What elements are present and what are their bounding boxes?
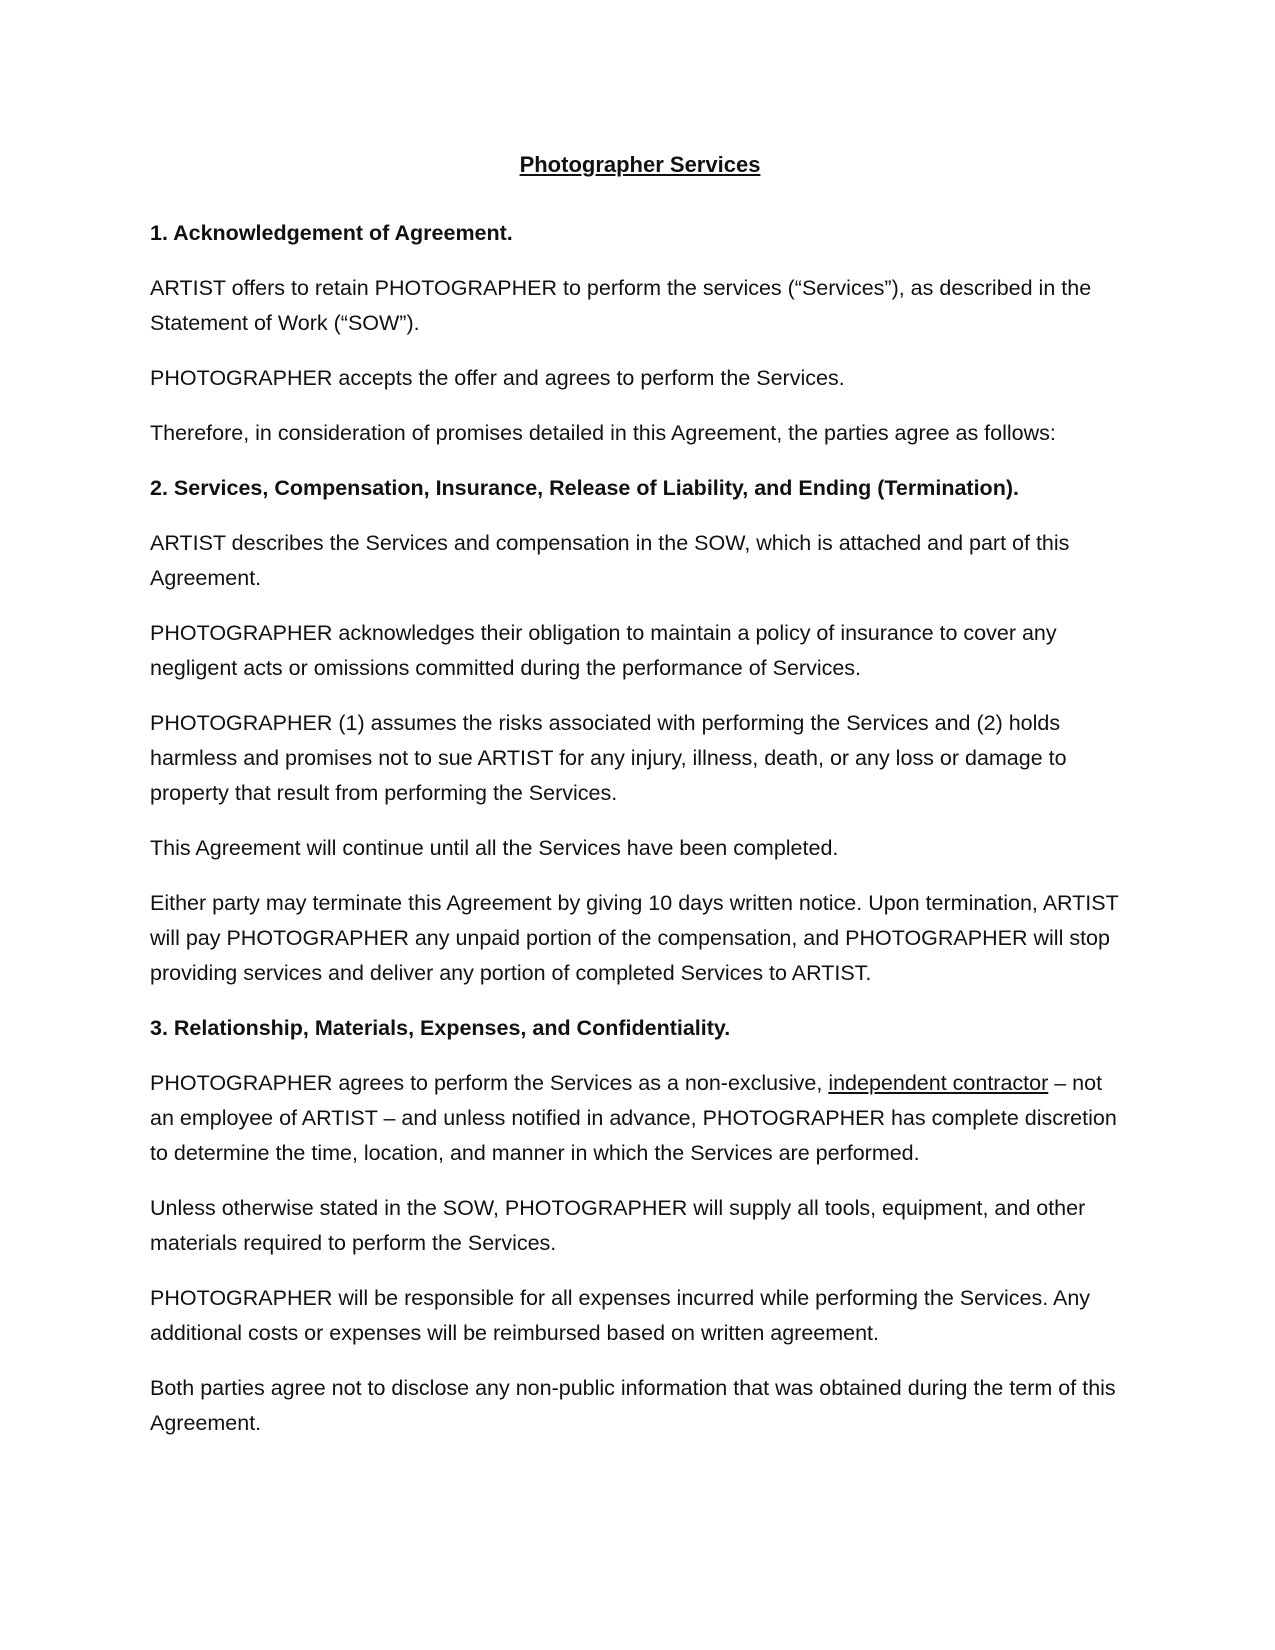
paragraph: Both parties agree not to disclose any non-public information that was obtained during the term of this Agreement.	[150, 1376, 1116, 1435]
paragraph: PHOTOGRAPHER (1) assumes the risks associated with performing the Services and (2) holds harmless and promises not to sue ARTIST for any injury, illness, death, or any loss or damage to property that result from performing the Services.	[150, 711, 1067, 805]
paragraph: PHOTOGRAPHER acknowledges their obligation to maintain a policy of insurance to cover any negligent acts or omissions committed during the performance of Services.	[150, 621, 1057, 680]
paragraph: Therefore, in consideration of promises detailed in this Agreement, the parties agree as follows:	[150, 421, 1056, 445]
paragraph: PHOTOGRAPHER accepts the offer and agrees to perform the Services.	[150, 366, 845, 390]
relationship-paragraph	[150, 1066, 1130, 1171]
paragraph: ARTIST describes the Services and compensation in the SOW, which is attached and part of this Agreement.	[150, 531, 1070, 590]
paragraph-text: – not an employee of ARTIST – and unless notified in advance, PHOTOGRAPHER has complete discretion to determine the time, location, and manner in which the Services are performed.	[150, 1071, 1117, 1165]
section-heading-acknowledgement: 1. Acknowledgement of Agreement.	[150, 221, 513, 245]
section-heading-services: 2. Services, Compensation, Insurance, Release of Liability, and Ending (Termination).	[150, 476, 1019, 500]
independent-contractor-link[interactable]: independent contractor	[828, 1071, 1049, 1095]
paragraph: Unless otherwise stated in the SOW, PHOTOGRAPHER will supply all tools, equipment, and other materials required to perform the Services.	[150, 1196, 1086, 1255]
paragraph: ARTIST offers to retain PHOTOGRAPHER to perform the services (“Services”), as described in the Statement of Work (“SOW”).	[150, 276, 1092, 335]
paragraph: Either party may terminate this Agreement by giving 10 days written notice. Upon termination, ARTIST will pay PHOTOGRAPHER any unpaid portion of the compensation, and PHOTOGRAPHER will stop providing services and deliver any portion of completed Services to ARTIST.	[150, 891, 1119, 985]
section-heading-relationship: 3. Relationship, Materials, Expenses, and Confidentiality.	[150, 1016, 731, 1040]
document-title: Photographer Services	[519, 152, 761, 177]
document-body	[150, 150, 1130, 1461]
paragraph: PHOTOGRAPHER will be responsible for all expenses incurred while performing the Services. Any additional costs or expenses will be reimbursed based on written agreement.	[150, 1286, 1091, 1345]
paragraph: This Agreement will continue until all the Services have been completed.	[150, 836, 839, 860]
paragraph-text: PHOTOGRAPHER agrees to perform the Services as a non-exclusive,	[150, 1071, 829, 1095]
